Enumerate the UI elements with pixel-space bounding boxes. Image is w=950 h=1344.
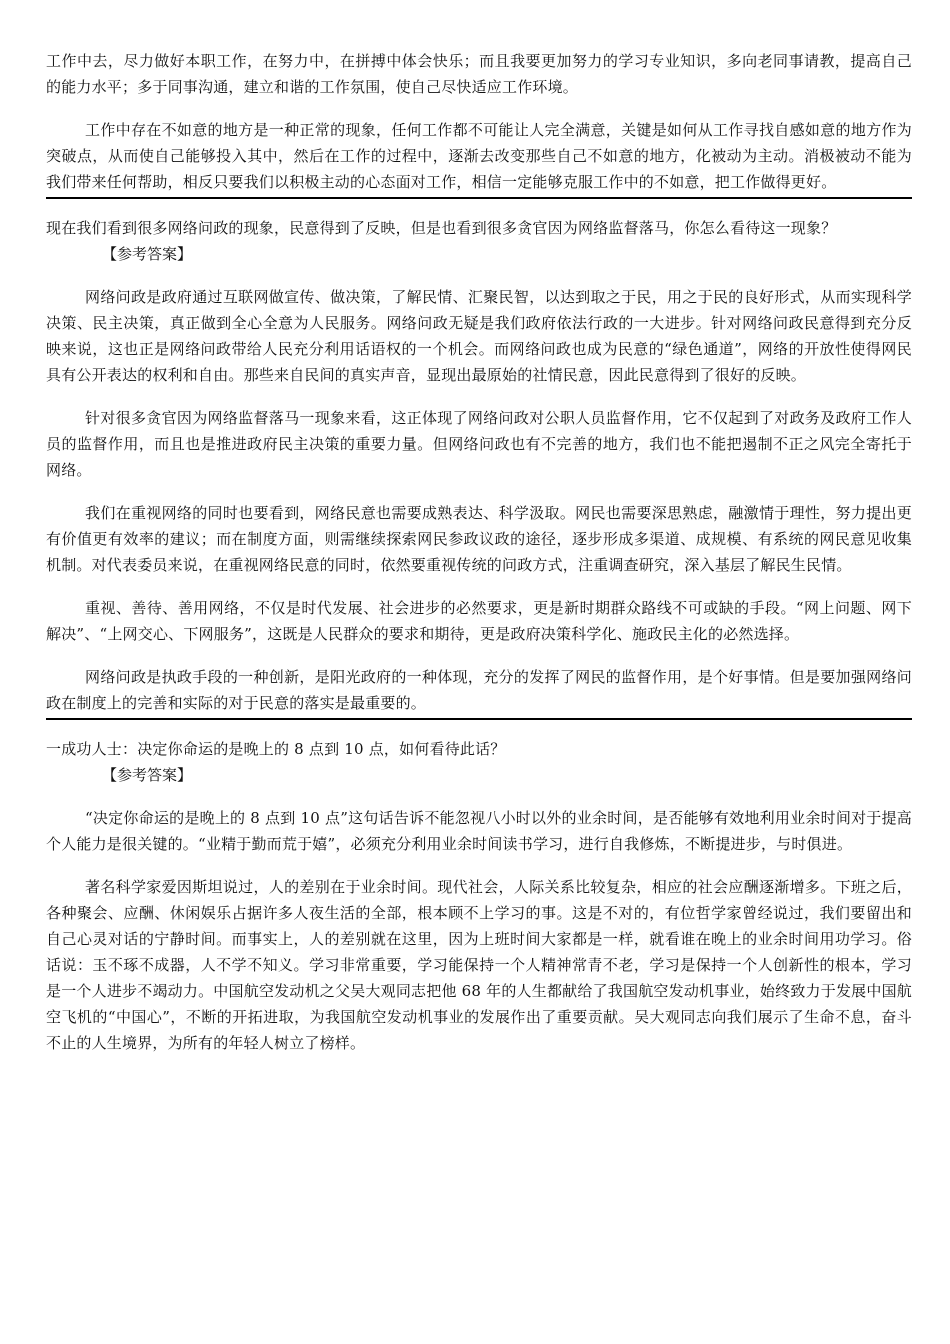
paragraph-continuation: 工作中去，尽力做好本职工作，在努力中，在拼搏中体会快乐；而且我要更加努力的学习专业知识，多向老同事请教，提高自己的能力水平；多于同事沟通，建立和谐的工作氛围，使自己尽快适应工作环境。	[46, 52, 912, 96]
document-page	[46, 48, 912, 1056]
answer-paragraph: 著名科学家爱因斯坦说过，人的差别在于业余时间。现代社会，人际关系比较复杂，相应的社会应酬逐渐增多。下班之后，各种聚会、应酬、休闲娱乐占据许多人夜生活的全部，根本顾不上学习的事。这是不对的，有位哲学家曾经说过，我们要留出和自己心灵对话的宁静时间。而事实上，人的差别就在这里，因为上班时间大家都是一样，就看谁在晚上的业余时间用功学习。俗话说：玉不琢不成器，人不学不知义。学习非常重要，学习能保持一个人精神常青不老，学习是保持一个人创新性的根本，学习是一个人进步不竭动力。中国航空发动机之父吴大观同志把他 68 年的人生都献给了我国航空发动机事业，始终致力于发展中国航空飞机的“中国心”，不断的开拓进取，为我国航空发动机事业的发展作出了重要贡献。吴大观同志向我们展示了生命不息，奋斗不止的人生境界，为所有的年轻人树立了榜样。	[46, 878, 912, 1052]
paragraph-work-dissatisfaction: 工作中存在不如意的地方是一种正常的现象，任何工作都不可能让人完全满意，关键是如何从工作寻找自感如意的地方作为突破点，从而使自己能够投入其中，然后在工作的过程中，逐渐去改变那些自己不如意的地方，化被动为主动。消极被动不能为我们带来任何帮助，相反只要我们以积极主动的心态面对工作，相信一定能够克服工作中的不如意，把工作做得更好。	[46, 121, 912, 191]
answer-paragraph: 我们在重视网络的同时也要看到，网络民意也需要成熟表达、科学汲取。网民也需要深思熟虑，融激情于理性，努力提出更有价值更有效率的建议；而在制度方面，则需继续探索网民参政议政的途径，逐步形成多渠道、成规模、有系统的网民意见收集机制。对代表委员来说，在重视网络民意的同时，依然要重视传统的问政方式，注重调查研究，深入基层了解民生民情。	[46, 504, 912, 574]
answer-paragraph: “决定你命运的是晚上的 8 点到 10 点”这句话告诉不能忽视八小时以外的业余时间，是否能够有效地利用业余时间对于提高个人能力是很关键的。“业精于勤而荒于嬉”，必须充分利用业余时间读书学习，进行自我修炼，不断提进步，与时俱进。	[46, 809, 912, 853]
answer-paragraph: 网络问政是政府通过互联网做宣传、做决策，了解民情、汇聚民智，以达到取之于民，用之于民的良好形式，从而实现科学决策、民主决策，真正做到全心全意为人民服务。网络问政无疑是我们政府依法行政的一大进步。针对网络问政民意得到充分反映来说，这也正是网络问政带给人民充分利用话语权的一个机会。而网络问政也成为民意的“绿色通道”，网络的开放性使得网民具有公开表达的权利和自由。那些来自民间的真实声音，显现出最原始的社情民意，因此民意得到了很好的反映。	[46, 288, 912, 384]
section-divider	[46, 197, 912, 199]
reference-answer-label: 【参考答案】	[102, 766, 193, 784]
reference-answer-label: 【参考答案】	[102, 245, 193, 263]
answer-paragraph: 网络问政是执政手段的一种创新，是阳光政府的一种体现，充分的发挥了网民的监督作用，是个好事情。但是要加强网络问政在制度上的完善和实际的对于民意的落实是最重要的。	[46, 668, 912, 712]
answer-paragraph: 重视、善待、善用网络，不仅是时代发展、社会进步的必然要求，更是新时期群众路线不可或缺的手段。“网上问题、网下解决”、“上网交心、下网服务”，这既是人民群众的要求和期待，更是政府决策科学化、施政民主化的必然选择。	[46, 599, 912, 643]
question-network-governance: 现在我们看到很多网络问政的现象，民意得到了反映，但是也看到很多贪官因为网络监督落马，你怎么看待这一现象？	[46, 219, 837, 237]
answer-paragraph: 针对很多贪官因为网络监督落马一现象来看，这正体现了网络问政对公职人员监督作用，它不仅起到了对政务及政府工作人员的监督作用，而且也是推进政府民主决策的重要力量。但网络问政也有不完善的地方，我们也不能把遏制不正之风完全寄托于网络。	[46, 409, 912, 479]
question-evening-hours: 一成功人士：决定你命运的是晚上的 8 点到 10 点，如何看待此话？	[46, 740, 506, 758]
section-divider	[46, 718, 912, 720]
